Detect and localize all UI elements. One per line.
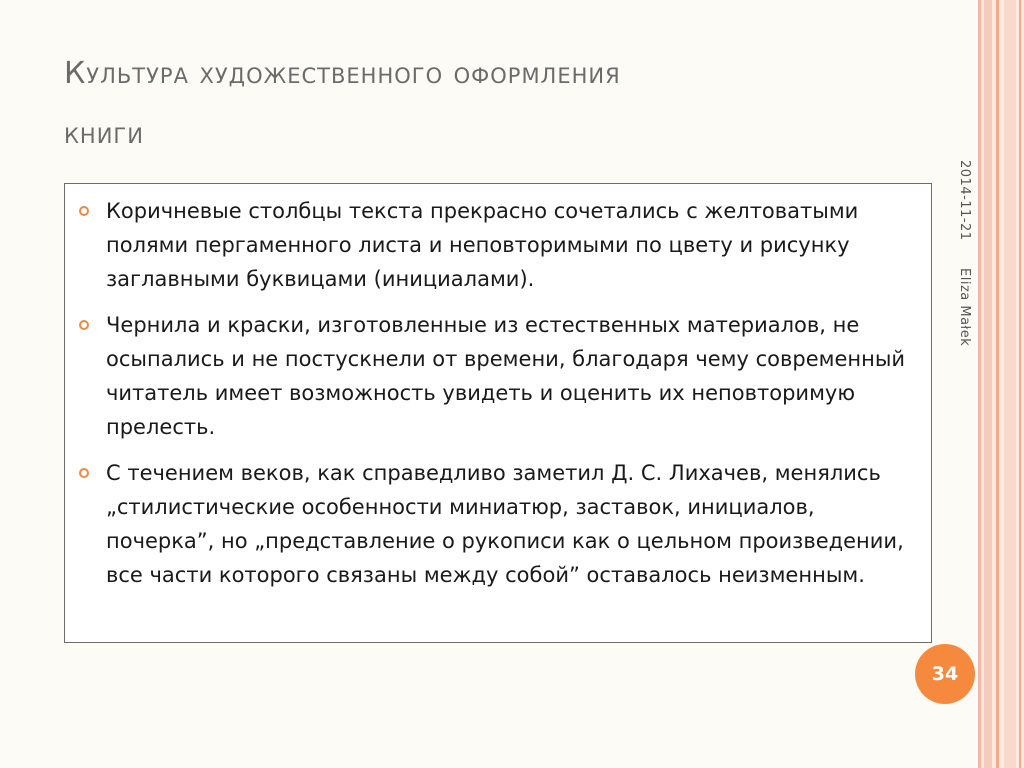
hollow-circle-bullet-icon — [79, 206, 89, 216]
side-stripe — [984, 0, 992, 768]
bullet-text: Коричневые столбцы текста прекрасно сочетались с желтоватыми полями пергаменного листа и неповторимыми по цвету и рисунку заглавными буквицами (инициалами). — [106, 199, 859, 291]
footer-author: Eliza Małek — [957, 268, 972, 347]
bullet-item — [77, 194, 919, 296]
footer-date: 2014-11-21 — [957, 160, 972, 241]
bullet-item — [77, 456, 919, 592]
slide-title-line2: книги — [64, 116, 144, 151]
side-stripe — [996, 0, 999, 768]
slide-title — [64, 44, 944, 164]
bullet-list — [77, 194, 919, 592]
hollow-circle-bullet-icon — [79, 468, 89, 478]
side-stripe — [1004, 0, 1016, 768]
content-box — [64, 183, 932, 643]
bullet-text: Чернила и краски, изготовленные из естественных материалов, не осыпались и не постускнели от времени, благодаря чему современный читатель имеет возможность увидеть и оценить их неповторимую прелесть. — [106, 313, 906, 439]
side-stripe — [1019, 0, 1021, 768]
hollow-circle-bullet-icon — [79, 320, 89, 330]
bullet-text: С течением веков, как справедливо заметил Д. С. Лихачев, менялись „стилистические особенности миниатюр, заставок, инициалов, почерка”, но „представление о рукописи как о цельном произведении, все части которого связаны между собой” оставалось неизменным. — [106, 461, 904, 587]
page-number-badge: 34 — [915, 644, 975, 704]
bullet-item — [77, 308, 919, 444]
slide-title-line1: Культура художественного оформления — [64, 56, 621, 91]
side-stripe — [978, 0, 981, 768]
